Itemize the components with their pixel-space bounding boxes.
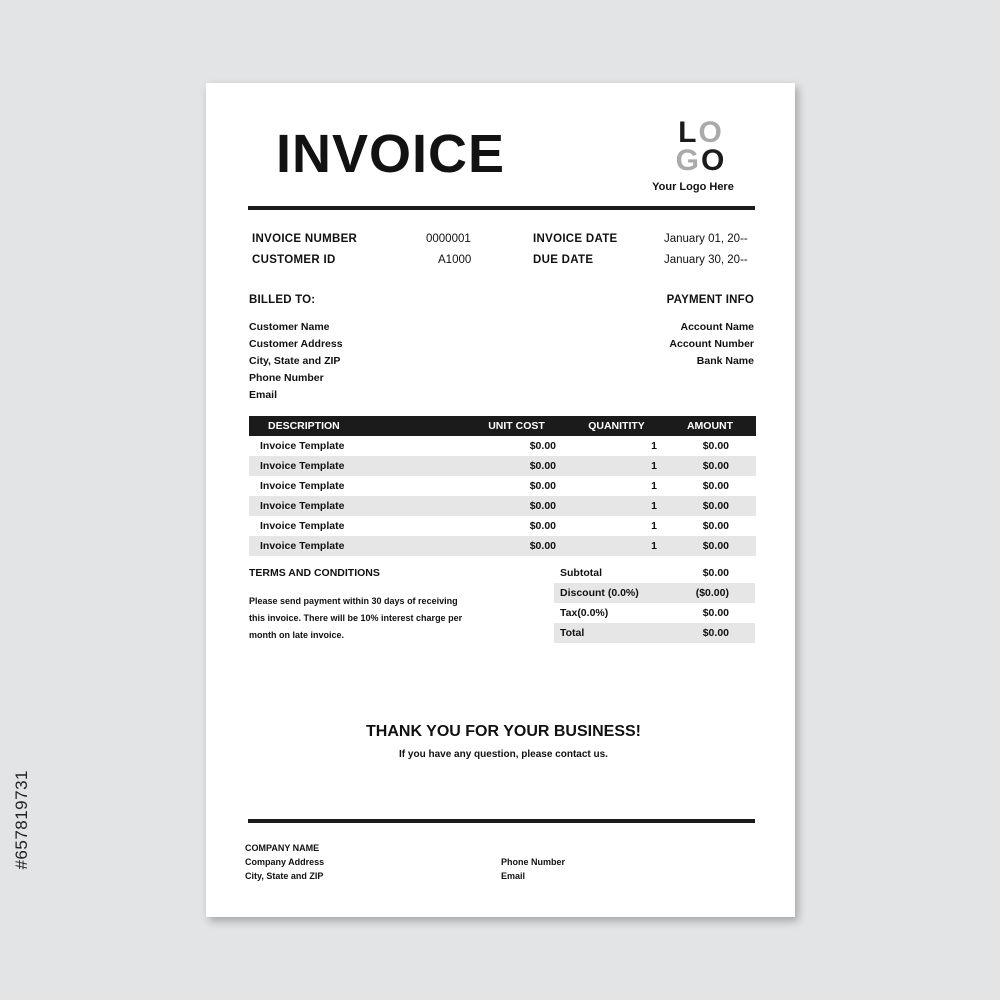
terms-line: month on late invoice. bbox=[249, 630, 345, 640]
payment-info-heading: PAYMENT INFO bbox=[666, 294, 754, 306]
tax-row bbox=[554, 603, 755, 623]
logo-top-row bbox=[646, 116, 756, 149]
billed-to-line: Customer Name bbox=[249, 321, 330, 333]
discount-value: ($0.00) bbox=[695, 587, 729, 599]
cell-description: Invoice Template bbox=[260, 520, 345, 532]
total-value: $0.00 bbox=[702, 627, 729, 639]
subtotal-value: $0.00 bbox=[702, 567, 729, 579]
cell-description: Invoice Template bbox=[260, 460, 345, 472]
logo bbox=[646, 116, 756, 193]
due-date-value: January 30, 20-- bbox=[664, 254, 748, 266]
invoice-date-label: INVOICE DATE bbox=[533, 233, 618, 245]
footer-city-state-zip: City, State and ZIP bbox=[245, 871, 324, 881]
logo-letter: G bbox=[675, 144, 701, 177]
column-header-quantity: QUANITITY bbox=[588, 420, 645, 432]
billed-to-line: Email bbox=[249, 389, 278, 401]
column-header-unit-cost: UNIT COST bbox=[488, 420, 545, 432]
thank-you-title: THANK YOU FOR YOUR BUSINESS! bbox=[366, 723, 641, 740]
items-table bbox=[249, 416, 756, 556]
table-row bbox=[249, 456, 756, 476]
footer-divider bbox=[248, 819, 755, 823]
terms-line: Please send payment within 30 days of receiving bbox=[249, 596, 458, 606]
thank-you-subtitle: If you have any question, please contact us. bbox=[399, 749, 608, 760]
terms-line: this invoice. There will be 10% interest charge per bbox=[249, 613, 463, 623]
cell-amount: $0.00 bbox=[702, 480, 729, 492]
cell-unit-cost: $0.00 bbox=[529, 500, 556, 512]
table-row bbox=[249, 516, 756, 536]
logo-letter: O bbox=[701, 144, 727, 177]
cell-unit-cost: $0.00 bbox=[529, 520, 556, 532]
table-row bbox=[249, 436, 756, 456]
footer-phone: Phone Number bbox=[501, 857, 566, 867]
table-row bbox=[249, 496, 756, 516]
table-row bbox=[249, 536, 756, 556]
cell-amount: $0.00 bbox=[702, 440, 729, 452]
due-date-label: DUE DATE bbox=[533, 254, 594, 266]
column-header-description: DESCRIPTION bbox=[268, 420, 340, 432]
billed-to bbox=[249, 294, 343, 404]
footer-company-name: COMPANY NAME bbox=[245, 843, 320, 853]
invoice-date-value: January 01, 20-- bbox=[664, 233, 748, 245]
cell-quantity: 1 bbox=[651, 540, 657, 552]
billed-to-line: Phone Number bbox=[249, 372, 324, 384]
items-table-header bbox=[249, 416, 756, 436]
cell-quantity: 1 bbox=[651, 480, 657, 492]
cell-amount: $0.00 bbox=[702, 520, 729, 532]
payment-info-line: Account Name bbox=[680, 321, 754, 333]
cell-unit-cost: $0.00 bbox=[529, 540, 556, 552]
cell-amount: $0.00 bbox=[702, 500, 729, 512]
tax-label: Tax(0.0%) bbox=[560, 607, 609, 619]
cell-description: Invoice Template bbox=[260, 540, 345, 552]
logo-letter: L bbox=[678, 116, 699, 149]
subtotal-label: Subtotal bbox=[560, 567, 602, 579]
cell-unit-cost: $0.00 bbox=[529, 480, 556, 492]
subtotal-row bbox=[554, 563, 755, 583]
footer-company-address: Company Address bbox=[245, 857, 325, 867]
terms-and-conditions bbox=[249, 567, 499, 644]
cell-unit-cost: $0.00 bbox=[529, 440, 556, 452]
cell-quantity: 1 bbox=[651, 440, 657, 452]
invoice-title: INVOICE bbox=[276, 124, 506, 184]
cell-quantity: 1 bbox=[651, 520, 657, 532]
cell-quantity: 1 bbox=[651, 500, 657, 512]
payment-info-line: Account Number bbox=[669, 338, 754, 350]
table-row bbox=[249, 476, 756, 496]
logo-letter: O bbox=[698, 116, 724, 149]
billed-to-heading: BILLED TO: bbox=[249, 294, 316, 306]
totals-summary bbox=[554, 563, 755, 643]
cell-description: Invoice Template bbox=[260, 480, 345, 492]
billed-to-line: City, State and ZIP bbox=[249, 355, 341, 367]
payment-info-line: Bank Name bbox=[696, 355, 754, 367]
invoice-page bbox=[206, 83, 795, 917]
discount-label: Discount (0.0%) bbox=[560, 587, 639, 599]
header-divider bbox=[248, 206, 755, 210]
logo-caption: Your Logo Here bbox=[652, 181, 734, 193]
cell-unit-cost: $0.00 bbox=[529, 460, 556, 472]
stock-id: #657819731 bbox=[12, 770, 31, 870]
customer-id-value: A1000 bbox=[438, 254, 472, 266]
total-row bbox=[554, 623, 755, 643]
terms-body bbox=[249, 593, 499, 644]
customer-id-label: CUSTOMER ID bbox=[252, 254, 336, 266]
cell-description: Invoice Template bbox=[260, 500, 345, 512]
logo-bottom-row bbox=[646, 144, 756, 177]
discount-row bbox=[554, 583, 755, 603]
terms-heading: TERMS AND CONDITIONS bbox=[249, 567, 380, 579]
billed-to-line: Customer Address bbox=[249, 338, 343, 350]
footer-contact bbox=[501, 855, 565, 883]
tax-value: $0.00 bbox=[702, 607, 729, 619]
footer-company bbox=[245, 841, 324, 883]
cell-quantity: 1 bbox=[651, 460, 657, 472]
payment-info bbox=[667, 294, 754, 370]
thank-you-message bbox=[206, 723, 795, 760]
column-header-amount: AMOUNT bbox=[686, 420, 734, 432]
cell-description: Invoice Template bbox=[260, 440, 345, 452]
invoice-number-value: 0000001 bbox=[426, 233, 471, 245]
total-label: Total bbox=[560, 627, 585, 639]
cell-amount: $0.00 bbox=[702, 460, 729, 472]
invoice-number-label: INVOICE NUMBER bbox=[252, 233, 358, 245]
footer-email: Email bbox=[501, 871, 526, 881]
cell-amount: $0.00 bbox=[702, 540, 729, 552]
